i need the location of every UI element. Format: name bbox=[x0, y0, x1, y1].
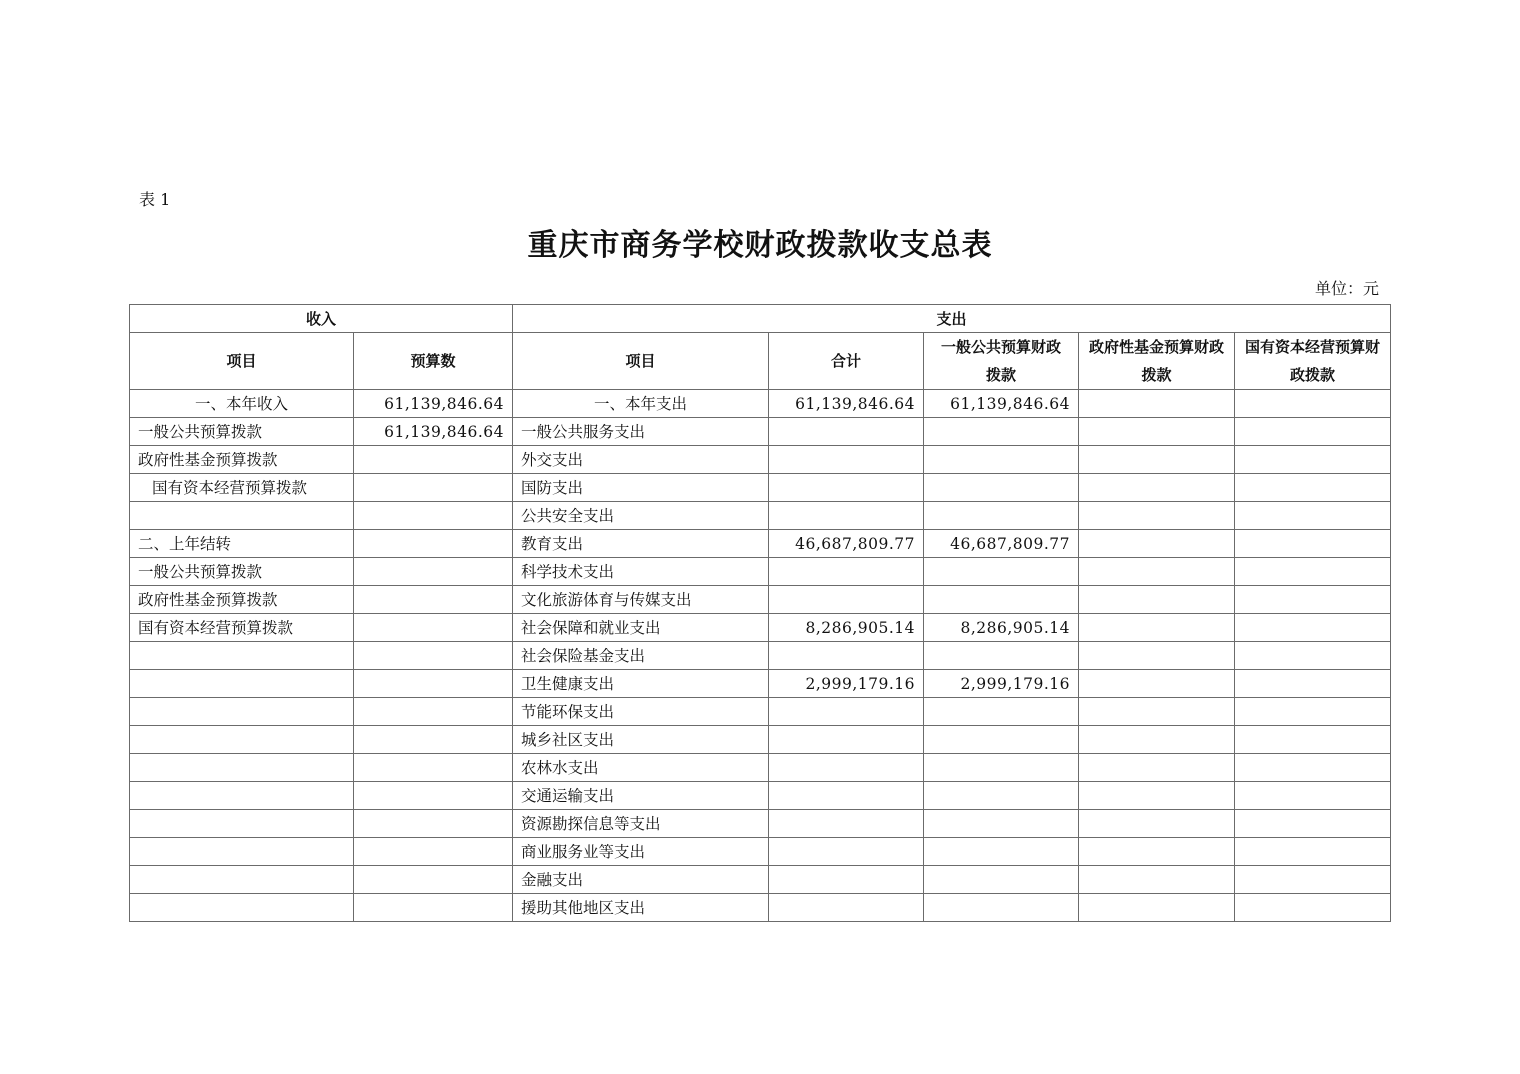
government-fund-budget-cell bbox=[1079, 866, 1235, 894]
government-fund-budget-cell bbox=[1079, 894, 1235, 922]
expenditure-group-header: 支出 bbox=[513, 305, 1391, 333]
expenditure-item-cell: 节能环保支出 bbox=[513, 698, 769, 726]
general-public-budget-cell bbox=[924, 754, 1079, 782]
income-budget-cell bbox=[354, 866, 513, 894]
expenditure-total-cell bbox=[769, 838, 924, 866]
table-row bbox=[130, 726, 1391, 754]
government-fund-budget-cell bbox=[1079, 502, 1235, 530]
column-header-income-item: 项目 bbox=[130, 333, 354, 390]
general-public-budget-cell bbox=[924, 838, 1079, 866]
income-item-cell bbox=[130, 726, 354, 754]
state-capital-budget-cell bbox=[1235, 614, 1391, 642]
income-item-cell bbox=[130, 810, 354, 838]
income-item-cell: 一、本年收入 bbox=[130, 390, 354, 418]
column-header-general-public-budget: 一般公共预算财政拨款 bbox=[924, 333, 1079, 390]
income-budget-cell bbox=[354, 586, 513, 614]
income-item-cell bbox=[130, 698, 354, 726]
expenditure-item-cell: 社会保障和就业支出 bbox=[513, 614, 769, 642]
column-header-government-fund-budget: 政府性基金预算财政拨款 bbox=[1079, 333, 1235, 390]
income-budget-cell: 61,139,846.64 bbox=[354, 418, 513, 446]
general-public-budget-cell: 46,687,809.77 bbox=[924, 530, 1079, 558]
government-fund-budget-cell bbox=[1079, 698, 1235, 726]
table-row bbox=[130, 838, 1391, 866]
general-public-budget-cell bbox=[924, 894, 1079, 922]
expenditure-item-cell: 资源勘探信息等支出 bbox=[513, 810, 769, 838]
government-fund-budget-cell bbox=[1079, 558, 1235, 586]
expenditure-total-cell bbox=[769, 418, 924, 446]
income-budget-cell bbox=[354, 810, 513, 838]
state-capital-budget-cell bbox=[1235, 810, 1391, 838]
expenditure-item-cell: 一、本年支出 bbox=[513, 390, 769, 418]
table-row bbox=[130, 698, 1391, 726]
expenditure-item-cell: 援助其他地区支出 bbox=[513, 894, 769, 922]
income-item-cell bbox=[130, 754, 354, 782]
government-fund-budget-cell bbox=[1079, 390, 1235, 418]
income-item-cell bbox=[130, 866, 354, 894]
table-row bbox=[130, 474, 1391, 502]
table-row bbox=[130, 810, 1391, 838]
expenditure-total-cell: 61,139,846.64 bbox=[769, 390, 924, 418]
expenditure-total-cell: 8,286,905.14 bbox=[769, 614, 924, 642]
state-capital-budget-cell bbox=[1235, 390, 1391, 418]
expenditure-item-cell: 教育支出 bbox=[513, 530, 769, 558]
general-public-budget-cell bbox=[924, 866, 1079, 894]
column-header-row bbox=[130, 333, 1391, 390]
state-capital-budget-cell bbox=[1235, 586, 1391, 614]
income-item-cell: 国有资本经营预算拨款 bbox=[130, 614, 354, 642]
income-item-cell: 政府性基金预算拨款 bbox=[130, 446, 354, 474]
state-capital-budget-cell bbox=[1235, 642, 1391, 670]
column-header-state-capital-budget: 国有资本经营预算财政拨款 bbox=[1235, 333, 1391, 390]
expenditure-item-cell: 文化旅游体育与传媒支出 bbox=[513, 586, 769, 614]
state-capital-budget-cell bbox=[1235, 446, 1391, 474]
income-item-cell bbox=[130, 670, 354, 698]
government-fund-budget-cell bbox=[1079, 782, 1235, 810]
government-fund-budget-cell bbox=[1079, 530, 1235, 558]
government-fund-budget-cell bbox=[1079, 726, 1235, 754]
income-item-cell bbox=[130, 642, 354, 670]
income-item-cell: 国有资本经营预算拨款 bbox=[130, 474, 354, 502]
expenditure-item-cell: 外交支出 bbox=[513, 446, 769, 474]
expenditure-item-cell: 商业服务业等支出 bbox=[513, 838, 769, 866]
government-fund-budget-cell bbox=[1079, 418, 1235, 446]
table-row bbox=[130, 418, 1391, 446]
expenditure-item-cell: 卫生健康支出 bbox=[513, 670, 769, 698]
income-budget-cell: 61,139,846.64 bbox=[354, 390, 513, 418]
table-row bbox=[130, 642, 1391, 670]
table-row bbox=[130, 502, 1391, 530]
general-public-budget-cell bbox=[924, 810, 1079, 838]
income-budget-cell bbox=[354, 502, 513, 530]
state-capital-budget-cell bbox=[1235, 530, 1391, 558]
expenditure-item-cell: 农林水支出 bbox=[513, 754, 769, 782]
general-public-budget-cell bbox=[924, 782, 1079, 810]
income-budget-cell bbox=[354, 838, 513, 866]
general-public-budget-cell: 2,999,179.16 bbox=[924, 670, 1079, 698]
government-fund-budget-cell bbox=[1079, 754, 1235, 782]
expenditure-total-cell bbox=[769, 726, 924, 754]
table-row bbox=[130, 586, 1391, 614]
general-public-budget-cell bbox=[924, 502, 1079, 530]
state-capital-budget-cell bbox=[1235, 894, 1391, 922]
income-budget-cell bbox=[354, 726, 513, 754]
income-budget-cell bbox=[354, 558, 513, 586]
income-group-header: 收入 bbox=[130, 305, 513, 333]
government-fund-budget-cell bbox=[1079, 838, 1235, 866]
income-budget-cell bbox=[354, 782, 513, 810]
table-row bbox=[130, 446, 1391, 474]
income-item-cell: 二、上年结转 bbox=[130, 530, 354, 558]
state-capital-budget-cell bbox=[1235, 726, 1391, 754]
general-public-budget-cell bbox=[924, 418, 1079, 446]
expenditure-total-cell bbox=[769, 894, 924, 922]
expenditure-item-cell: 国防支出 bbox=[513, 474, 769, 502]
state-capital-budget-cell bbox=[1235, 474, 1391, 502]
expenditure-total-cell: 2,999,179.16 bbox=[769, 670, 924, 698]
table-row bbox=[130, 614, 1391, 642]
general-public-budget-cell bbox=[924, 586, 1079, 614]
table-row bbox=[130, 782, 1391, 810]
income-item-cell bbox=[130, 894, 354, 922]
general-public-budget-cell: 61,139,846.64 bbox=[924, 390, 1079, 418]
column-header-expenditure-item: 项目 bbox=[513, 333, 769, 390]
income-budget-cell bbox=[354, 474, 513, 502]
income-item-cell bbox=[130, 838, 354, 866]
state-capital-budget-cell bbox=[1235, 558, 1391, 586]
finance-summary-table bbox=[129, 304, 1391, 922]
state-capital-budget-cell bbox=[1235, 698, 1391, 726]
expenditure-total-cell bbox=[769, 446, 924, 474]
state-capital-budget-cell bbox=[1235, 754, 1391, 782]
page-title: 重庆市商务学校财政拨款收支总表 bbox=[527, 228, 993, 263]
expenditure-total-cell bbox=[769, 586, 924, 614]
general-public-budget-cell bbox=[924, 642, 1079, 670]
table-row bbox=[130, 670, 1391, 698]
table-row bbox=[130, 894, 1391, 922]
table-row bbox=[130, 754, 1391, 782]
income-budget-cell bbox=[354, 530, 513, 558]
general-public-budget-cell bbox=[924, 474, 1079, 502]
expenditure-total-cell bbox=[769, 642, 924, 670]
income-item-cell: 政府性基金预算拨款 bbox=[130, 586, 354, 614]
government-fund-budget-cell bbox=[1079, 586, 1235, 614]
state-capital-budget-cell bbox=[1235, 502, 1391, 530]
government-fund-budget-cell bbox=[1079, 642, 1235, 670]
table-row bbox=[130, 866, 1391, 894]
state-capital-budget-cell bbox=[1235, 782, 1391, 810]
income-budget-cell bbox=[354, 642, 513, 670]
government-fund-budget-cell bbox=[1079, 614, 1235, 642]
expenditure-total-cell bbox=[769, 754, 924, 782]
state-capital-budget-cell bbox=[1235, 418, 1391, 446]
income-budget-cell bbox=[354, 670, 513, 698]
income-budget-cell bbox=[354, 698, 513, 726]
expenditure-item-cell: 一般公共服务支出 bbox=[513, 418, 769, 446]
expenditure-item-cell: 城乡社区支出 bbox=[513, 726, 769, 754]
group-header-row bbox=[130, 305, 1391, 333]
income-budget-cell bbox=[354, 754, 513, 782]
expenditure-item-cell: 交通运输支出 bbox=[513, 782, 769, 810]
expenditure-total-cell bbox=[769, 502, 924, 530]
income-item-cell bbox=[130, 782, 354, 810]
income-item-cell: 一般公共预算拨款 bbox=[130, 418, 354, 446]
expenditure-item-cell: 公共安全支出 bbox=[513, 502, 769, 530]
state-capital-budget-cell bbox=[1235, 866, 1391, 894]
general-public-budget-cell bbox=[924, 726, 1079, 754]
government-fund-budget-cell bbox=[1079, 446, 1235, 474]
expenditure-total-cell bbox=[769, 866, 924, 894]
column-header-budget: 预算数 bbox=[354, 333, 513, 390]
expenditure-item-cell: 金融支出 bbox=[513, 866, 769, 894]
general-public-budget-cell: 8,286,905.14 bbox=[924, 614, 1079, 642]
state-capital-budget-cell bbox=[1235, 838, 1391, 866]
expenditure-total-cell bbox=[769, 558, 924, 586]
table-row bbox=[130, 390, 1391, 418]
table-label: 表 1 bbox=[139, 190, 171, 209]
general-public-budget-cell bbox=[924, 558, 1079, 586]
income-item-cell: 一般公共预算拨款 bbox=[130, 558, 354, 586]
expenditure-item-cell: 科学技术支出 bbox=[513, 558, 769, 586]
state-capital-budget-cell bbox=[1235, 670, 1391, 698]
expenditure-total-cell bbox=[769, 810, 924, 838]
table-row bbox=[130, 530, 1391, 558]
general-public-budget-cell bbox=[924, 446, 1079, 474]
expenditure-total-cell bbox=[769, 474, 924, 502]
expenditure-total-cell: 46,687,809.77 bbox=[769, 530, 924, 558]
government-fund-budget-cell bbox=[1079, 474, 1235, 502]
income-item-cell bbox=[130, 502, 354, 530]
income-budget-cell bbox=[354, 614, 513, 642]
expenditure-item-cell: 社会保险基金支出 bbox=[513, 642, 769, 670]
expenditure-total-cell bbox=[769, 782, 924, 810]
income-budget-cell bbox=[354, 894, 513, 922]
government-fund-budget-cell bbox=[1079, 810, 1235, 838]
unit-label: 单位：元 bbox=[1314, 279, 1379, 298]
table-row bbox=[130, 558, 1391, 586]
general-public-budget-cell bbox=[924, 698, 1079, 726]
income-budget-cell bbox=[354, 446, 513, 474]
government-fund-budget-cell bbox=[1079, 670, 1235, 698]
column-header-total: 合计 bbox=[769, 333, 924, 390]
expenditure-total-cell bbox=[769, 698, 924, 726]
